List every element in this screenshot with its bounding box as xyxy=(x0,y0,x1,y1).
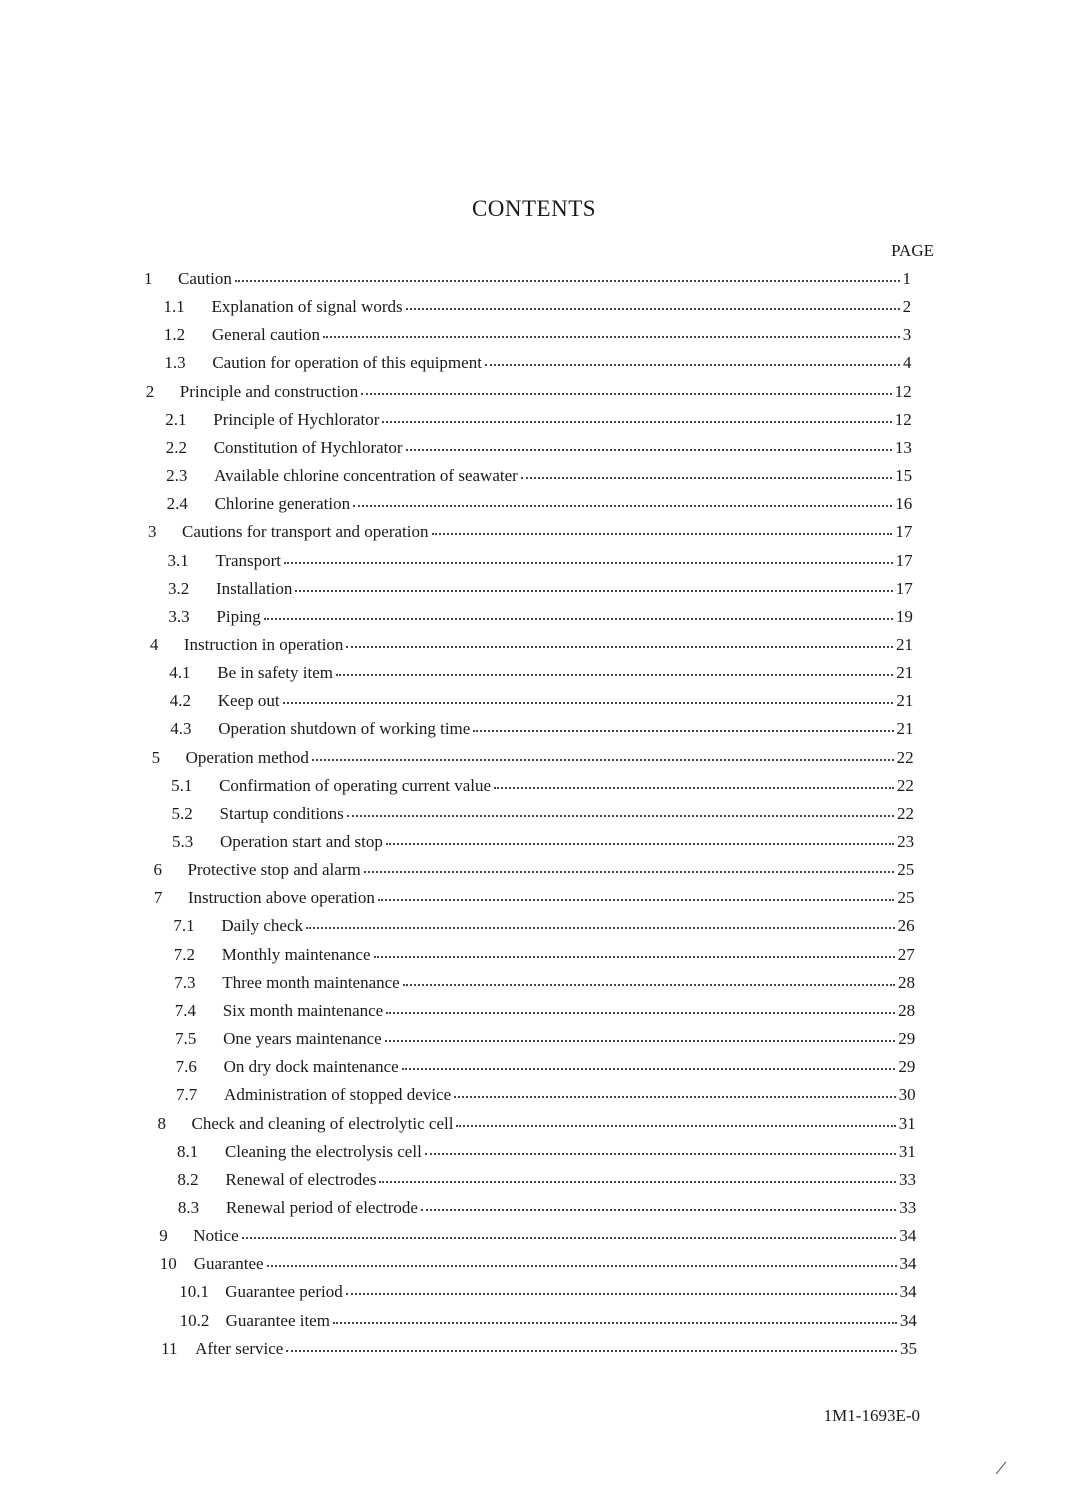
toc-entry xyxy=(174,972,915,994)
toc-entry-number: 8.1 xyxy=(176,1141,199,1161)
toc-entry xyxy=(168,550,913,572)
toc-entry-title: Guarantee item xyxy=(225,1310,330,1330)
toc-entry-number: 8 xyxy=(157,1113,166,1133)
toc-entry-page: 21 xyxy=(896,691,914,711)
dot-leader xyxy=(353,491,892,507)
toc-entry-number: 5.3 xyxy=(172,832,194,851)
dot-leader xyxy=(346,632,893,648)
toc-entry-title: Caution for operation of this equipment xyxy=(212,353,482,373)
toc-entry-number: 5.2 xyxy=(171,803,193,823)
toc-entry xyxy=(159,1225,916,1247)
toc-entry-title: Constitution of Hychlorator xyxy=(213,437,403,457)
toc-entry xyxy=(166,437,912,459)
toc-entry-title: Instruction in operation xyxy=(183,634,344,654)
toc-entry xyxy=(167,493,913,515)
toc-entry xyxy=(176,1056,916,1078)
toc-entry-page: 17 xyxy=(895,578,913,598)
toc-entry-title: Cleaning the electrolysis cell xyxy=(224,1141,422,1161)
dot-leader xyxy=(456,1111,895,1127)
toc-entry xyxy=(163,296,911,318)
toc-entry xyxy=(161,1338,917,1360)
toc-entry-number: 3.1 xyxy=(167,550,189,570)
toc-entry-number: 7 xyxy=(153,888,163,908)
toc-entry xyxy=(164,352,911,374)
toc-entry-number: 7.5 xyxy=(175,1029,197,1049)
dot-leader xyxy=(346,1279,897,1295)
dot-leader xyxy=(386,829,894,845)
toc-entry-title: Confirmation of operating current value xyxy=(219,775,492,795)
dot-leader xyxy=(336,660,893,676)
toc-entry xyxy=(171,775,914,797)
document-number: 1M1-1693E-0 xyxy=(823,1406,920,1425)
toc-entry-title: Renewal period of electrode xyxy=(225,1197,418,1217)
dot-leader xyxy=(432,519,893,535)
toc-entry-number: 10.1 xyxy=(179,1282,209,1302)
toc-entry-page: 25 xyxy=(897,888,915,908)
toc-entry xyxy=(165,409,912,431)
dot-leader xyxy=(406,435,892,451)
toc-entry xyxy=(172,831,914,853)
toc-entry-page: 28 xyxy=(898,1000,916,1020)
toc-entry-page: 23 xyxy=(897,832,915,851)
dot-leader xyxy=(382,407,891,423)
toc-entry-number: 4 xyxy=(149,634,159,654)
dot-leader xyxy=(361,379,891,395)
toc-entry-number: 2.4 xyxy=(166,494,188,514)
toc-entry xyxy=(150,634,913,656)
toc-entry xyxy=(176,1084,916,1106)
toc-entry-number: 4.3 xyxy=(170,719,192,739)
toc-entry-title: Keep out xyxy=(217,691,280,711)
toc-entry-number: 3.3 xyxy=(168,606,190,626)
toc-entry-title: Principle of Hychlorator xyxy=(213,409,380,429)
dot-leader xyxy=(267,1251,897,1267)
toc-entry-title: Installation xyxy=(215,578,293,598)
toc-entry xyxy=(178,1197,916,1219)
dot-leader xyxy=(347,801,894,817)
toc-entry xyxy=(164,324,911,346)
toc-entry-title: Cautions for transport and operation xyxy=(182,522,429,542)
toc-entry-page: 1 xyxy=(902,269,911,288)
toc-entry-page: 31 xyxy=(898,1141,916,1161)
toc-entry-title: Chlorine generation xyxy=(214,494,351,514)
toc-entry-title: Monthly maintenance xyxy=(221,944,371,964)
toc-entry xyxy=(154,887,915,909)
toc-entry-number: 7.2 xyxy=(173,944,196,964)
dot-leader xyxy=(403,970,895,986)
toc-entry-number: 2.1 xyxy=(165,409,187,429)
toc-entry-title: Guarantee xyxy=(193,1254,264,1274)
dot-leader xyxy=(473,716,893,732)
toc-entry-number: 5 xyxy=(151,747,161,767)
toc-entry-title: Daily check xyxy=(221,916,303,936)
toc-entry xyxy=(179,1281,916,1303)
toc-entry-title: Available chlorine concentration of seawater xyxy=(214,466,518,486)
toc-entry-number: 2.2 xyxy=(165,437,187,457)
toc-entry xyxy=(168,578,913,600)
toc-entry-number: 1.3 xyxy=(164,353,186,373)
toc-entry-title: After service xyxy=(195,1338,284,1358)
toc-entry-number: 9 xyxy=(159,1226,168,1246)
toc-entry-page: 22 xyxy=(896,803,914,823)
dot-leader xyxy=(494,773,894,789)
toc-entry-page: 22 xyxy=(896,775,914,795)
toc-entry-number: 3.2 xyxy=(167,578,190,598)
toc-entry-page: 34 xyxy=(899,1310,917,1330)
toc-entry xyxy=(174,944,915,966)
toc-entry xyxy=(166,465,912,487)
toc-entry-page: 17 xyxy=(895,550,913,570)
toc-entry-page: 12 xyxy=(894,409,912,429)
toc-entry xyxy=(168,606,912,628)
toc-entry-number: 8.2 xyxy=(177,1169,199,1189)
toc-entry-number: 2 xyxy=(145,381,155,401)
toc-entry-page: 34 xyxy=(899,1282,917,1302)
toc-entry-number: 10 xyxy=(159,1254,177,1274)
dot-leader xyxy=(283,688,894,704)
toc-entry-page: 21 xyxy=(896,719,914,739)
toc-entry xyxy=(158,1113,916,1135)
dot-leader xyxy=(454,1082,895,1098)
toc-entry-page: 30 xyxy=(898,1085,916,1105)
toc-entry xyxy=(172,803,914,825)
dot-leader xyxy=(284,548,893,564)
toc-entry-number: 5.1 xyxy=(171,775,193,795)
toc-entry-number: 6 xyxy=(153,860,162,880)
toc-entry-number: 7.1 xyxy=(173,916,195,936)
dot-leader xyxy=(295,576,892,592)
dot-leader xyxy=(406,294,900,310)
toc-entry-title: Explanation of signal words xyxy=(211,297,403,317)
dot-leader xyxy=(402,1054,896,1070)
dot-leader xyxy=(485,350,900,366)
toc-entry xyxy=(180,1310,917,1332)
dot-leader xyxy=(374,942,895,958)
toc-entry-number: 8.3 xyxy=(177,1197,200,1217)
dot-leader xyxy=(312,745,894,761)
toc-entry xyxy=(144,268,911,290)
dot-leader xyxy=(421,1195,896,1211)
toc-entry-page: 17 xyxy=(895,522,913,542)
toc-entry-title: Operation start and stop xyxy=(220,832,383,851)
toc-entry-page: 27 xyxy=(897,944,915,964)
toc-entry-number: 7.3 xyxy=(174,972,196,992)
toc-entry xyxy=(177,1169,916,1191)
toc-entry-page: 15 xyxy=(895,466,913,486)
toc-entry xyxy=(152,747,914,769)
dot-leader xyxy=(323,322,900,338)
toc-entry-page: 4 xyxy=(902,353,912,373)
toc-entry-number: 4.1 xyxy=(169,663,191,683)
toc-entry-number: 7.6 xyxy=(175,1057,197,1077)
dot-leader xyxy=(364,857,895,873)
dot-leader xyxy=(378,885,895,901)
pen-mark: / xyxy=(994,1454,1009,1481)
dot-leader xyxy=(521,463,892,479)
toc-entry xyxy=(177,1141,916,1163)
toc-entry-page: 21 xyxy=(896,663,914,683)
dot-leader xyxy=(264,604,893,620)
toc-entry-title: Notice xyxy=(193,1226,239,1246)
toc-entry-page: 21 xyxy=(896,634,914,654)
toc-entry-title: Principle and construction xyxy=(179,381,359,401)
toc-entry xyxy=(160,1253,917,1275)
toc-entry xyxy=(170,690,914,712)
page-column-label: PAGE xyxy=(891,241,934,260)
toc-entry xyxy=(170,718,913,740)
toc-entry-title: Check and cleaning of electrolytic cell xyxy=(191,1113,454,1133)
toc-entry-title: General caution xyxy=(211,325,320,345)
toc-entry-title: Three month maintenance xyxy=(222,972,400,992)
toc-entry-page: 33 xyxy=(899,1169,917,1189)
dot-leader xyxy=(385,1026,896,1042)
toc-entry-page: 22 xyxy=(896,747,914,767)
toc-entry-title: Guarantee period xyxy=(225,1282,343,1302)
toc-entry-page: 25 xyxy=(897,860,915,880)
toc-entry-title: Startup conditions xyxy=(219,803,344,823)
toc-entry-number: 10.2 xyxy=(179,1310,210,1330)
toc-entry-title: Operation method xyxy=(185,747,309,767)
dot-leader xyxy=(379,1167,896,1183)
toc-entry xyxy=(175,1000,915,1022)
toc-entry-number: 3 xyxy=(148,522,157,542)
toc-entry xyxy=(173,915,914,937)
toc-entry-title: Transport xyxy=(215,550,281,570)
toc-entry-page: 26 xyxy=(897,916,915,936)
toc-entry-number: 1.2 xyxy=(163,325,186,345)
toc-entry-title: Caution xyxy=(178,269,232,288)
toc-entry-title: Six month maintenance xyxy=(222,1000,384,1020)
dot-leader xyxy=(235,266,900,282)
dot-leader xyxy=(425,1139,896,1155)
toc-entry-page: 28 xyxy=(897,972,915,992)
toc-entry-title: On dry dock maintenance xyxy=(223,1057,399,1077)
toc-entry xyxy=(148,521,912,543)
toc-entry-page: 13 xyxy=(894,437,912,457)
toc-entry-page: 34 xyxy=(899,1254,917,1274)
dot-leader xyxy=(333,1308,897,1324)
toc-entry-page: 34 xyxy=(899,1226,917,1246)
toc-entry-page: 33 xyxy=(899,1197,917,1217)
toc-entry-page: 35 xyxy=(899,1338,917,1358)
toc-entry-page: 16 xyxy=(895,494,913,514)
toc-entry-title: Renewal of electrodes xyxy=(225,1169,377,1189)
toc-entry-page: 29 xyxy=(898,1057,916,1077)
toc-entry-number: 1.1 xyxy=(163,297,185,317)
toc-entry-title: Instruction above operation xyxy=(187,888,375,908)
toc-entry-number: 7.7 xyxy=(176,1085,198,1105)
toc-entry-page: 29 xyxy=(898,1029,916,1049)
toc-entry-title: Be in safety item xyxy=(217,663,333,683)
toc-entry-page: 19 xyxy=(895,606,913,626)
toc-entry-title: Protective stop and alarm xyxy=(187,860,361,880)
toc-entry-number: 1 xyxy=(144,269,153,288)
toc-entry-page: 12 xyxy=(894,381,912,401)
toc-entry-page: 3 xyxy=(902,325,912,345)
dot-leader xyxy=(386,998,895,1014)
toc-entry xyxy=(175,1028,915,1050)
toc-entry-number: 2.3 xyxy=(166,466,188,486)
dot-leader xyxy=(242,1223,897,1239)
page-title: CONTENTS xyxy=(471,196,597,221)
toc-entry-page: 2 xyxy=(902,297,912,317)
toc-entry-number: 7.4 xyxy=(174,1000,196,1020)
dot-leader xyxy=(286,1336,897,1352)
toc-entry-number: 4.2 xyxy=(169,691,191,711)
toc-entry xyxy=(146,381,912,403)
toc-entry-title: One years maintenance xyxy=(223,1029,382,1049)
dot-leader xyxy=(306,913,895,929)
toc-entry-title: Operation shutdown of working time xyxy=(218,719,471,739)
toc-entry-title: Piping xyxy=(216,606,261,626)
toc-entry xyxy=(169,662,913,684)
toc-entry-page: 31 xyxy=(898,1113,916,1133)
toc-entry xyxy=(153,859,914,881)
toc-entry-number: 11 xyxy=(161,1338,178,1358)
toc-entry-title: Administration of stopped device xyxy=(224,1085,452,1105)
